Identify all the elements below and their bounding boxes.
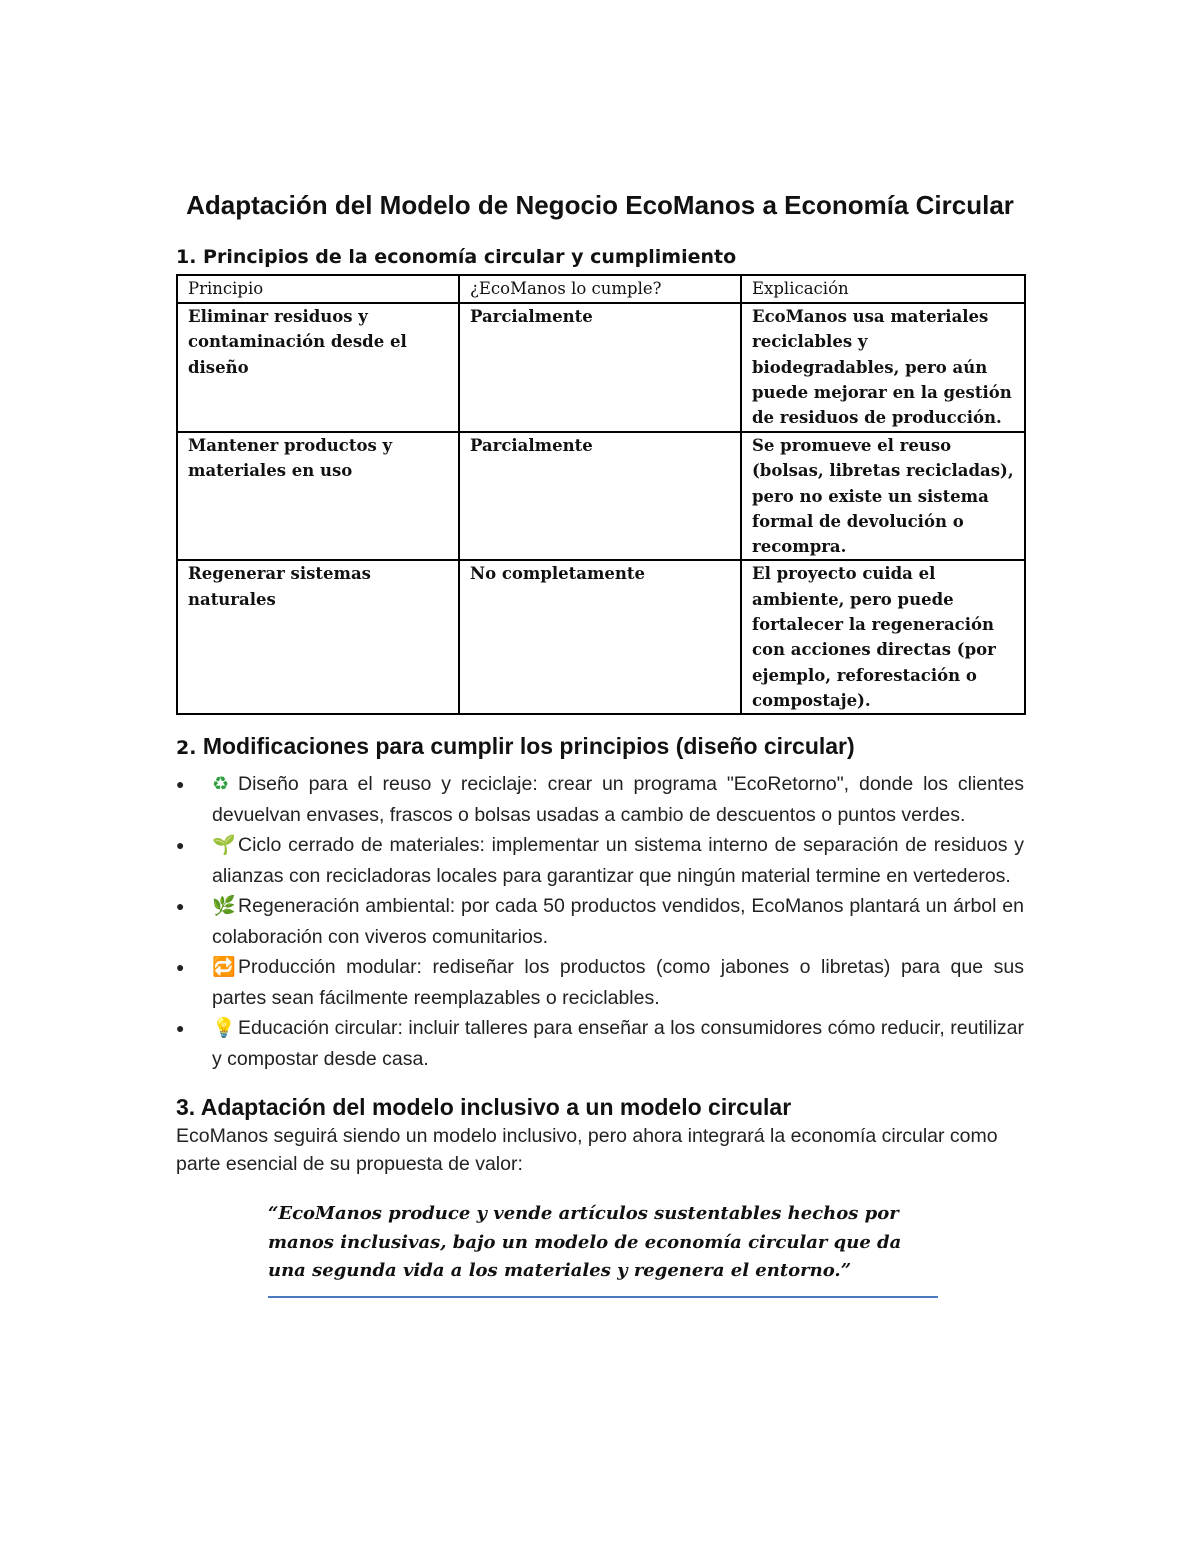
- recycle-icon: ♻: [212, 774, 230, 796]
- bullet-icon: ●: [176, 959, 185, 976]
- table-cell-principle: Eliminar residuos y contaminación desde el diseño: [177, 303, 459, 432]
- table-cell-complies: Parcialmente: [459, 432, 741, 560]
- bullet-icon: ●: [176, 898, 185, 915]
- section-3-paragraph: EcoManos seguirá siendo un modelo inclusivo, pero ahora integrará la economía circular como parte esencial de su propuesta de valor:: [176, 1125, 998, 1176]
- table-row: [177, 432, 1025, 560]
- list-item-text: Ciclo cerrado de materiales: implementar un sistema interno de separación de residuos y alianzas con recicladoras locales para garantizar que ningún material termine en vertederos.: [212, 834, 1024, 888]
- table-header-explanation: Explicación: [741, 275, 1025, 303]
- section-3-heading: 3. Adaptación del modelo inclusivo a un modelo circular: [176, 1094, 792, 1121]
- section-2-heading: [176, 731, 1024, 763]
- seedling-icon: 🌱: [212, 835, 236, 857]
- lightbulb-icon: 💡: [212, 1018, 236, 1040]
- herb-icon: 🌿: [212, 896, 236, 918]
- list-item-text: Educación circular: incluir talleres para enseñar a los consumidores cómo reducir, reutilizar y compostar desde casa.: [212, 1017, 1024, 1071]
- list-item: [176, 830, 1024, 891]
- table-header-complies: ¿EcoManos lo cumple?: [459, 275, 741, 303]
- table-cell-explanation: EcoManos usa materiales reciclables y biodegradables, pero aún puede mejorar en la gestión de residuos de producción.: [741, 303, 1025, 432]
- table-row: [177, 303, 1025, 432]
- table-cell-complies: Parcialmente: [459, 303, 741, 432]
- section-1-heading: 1. Principios de la economía circular y cumplimiento: [176, 246, 737, 268]
- section-2-title: Modificaciones para cumplir los principios (diseño circular): [202, 733, 855, 760]
- list-item-text: Regeneración ambiental: por cada 50 productos vendidos, EcoManos plantará un árbol en colaboración con viveros comunitarios.: [212, 895, 1024, 949]
- table-cell-complies: No completamente: [459, 560, 741, 714]
- bullet-icon: ●: [176, 837, 185, 854]
- table-cell-principle: Mantener productos y materiales en uso: [177, 432, 459, 560]
- list-item-text: Producción modular: rediseñar los productos (como jabones o libretas) para que sus partes sean fácilmente reemplazables o reciclables.: [212, 956, 1024, 1010]
- list-item-text: Diseño para el reuso y reciclaje: crear un programa "EcoRetorno", donde los clientes devuelvan envases, frascos o bolsas usadas a cambio de descuentos o puntos verdes.: [212, 773, 1024, 827]
- list-item: [176, 769, 1024, 830]
- modifications-list: [176, 769, 1024, 1074]
- section-2-number: 2.: [176, 737, 197, 760]
- table-header-principle: Principio: [177, 275, 459, 303]
- table-row: [177, 560, 1025, 714]
- document-page: [176, 188, 1024, 1298]
- table-cell-explanation: Se promueve el reuso (bolsas, libretas recicladas), pero no existe un sistema formal de devolución o recompra.: [741, 432, 1025, 560]
- bullet-icon: ●: [176, 1020, 185, 1037]
- table-cell-principle: Regenerar sistemas naturales: [177, 560, 459, 714]
- principles-table: [176, 274, 1026, 715]
- repeat-icon: 🔁: [212, 957, 236, 979]
- list-item: [176, 891, 1024, 952]
- list-item: [176, 952, 1024, 1013]
- value-proposition-quote: “EcoManos produce y vende artículos sustentables hechos por manos inclusivas, bajo un modelo de economía circular que da una segunda vida a los materiales y regenera el entorno.”: [268, 1200, 938, 1298]
- list-item: [176, 1013, 1024, 1074]
- table-cell-explanation: El proyecto cuida el ambiente, pero puede fortalecer la regeneración con acciones directas (por ejemplo, reforestación o compostaje).: [741, 560, 1025, 714]
- bullet-icon: ●: [176, 776, 185, 793]
- table-header-row: [177, 275, 1025, 303]
- document-title: Adaptación del Modelo de Negocio EcoManos a Economía Circular: [186, 190, 1014, 220]
